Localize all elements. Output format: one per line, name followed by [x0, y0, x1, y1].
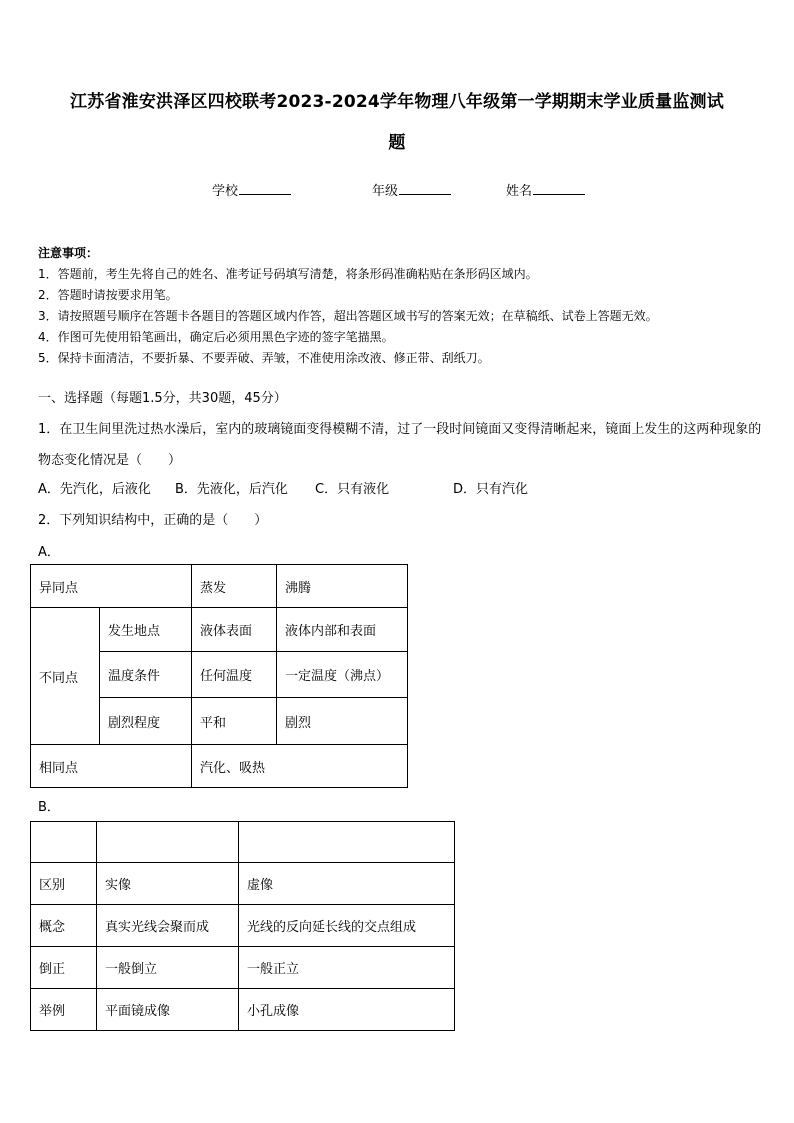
- note-item: 5．保持卡面清洁，不要折暴、不要弄破、弄皱，不准使用涂改液、修正带、刮纸刀。: [38, 351, 490, 365]
- table-cell: 汽化、吸热: [192, 745, 408, 788]
- table-cell: 光线的反向延长线的交点组成: [239, 905, 455, 947]
- option-d[interactable]: D．只有汽化: [453, 482, 529, 497]
- name-blank[interactable]: [533, 182, 585, 195]
- table-cell: 剧烈: [277, 698, 408, 745]
- note-item: 1．答题前，考生先将自己的姓名、准考证号码填写清楚，将条形码准确粘贴在条形码区域内。: [38, 267, 538, 281]
- option-a[interactable]: A．先汽化，后液化: [38, 482, 151, 497]
- table-cell: 倒正: [31, 947, 97, 989]
- table-cell: 实像: [97, 863, 239, 905]
- table-cell: 任何温度: [192, 652, 277, 698]
- table-cell: 异同点: [31, 565, 192, 608]
- table-cell: 概念: [31, 905, 97, 947]
- note-item: 2．答题时请按要求用笔。: [38, 288, 178, 302]
- grade-label: 年级: [372, 184, 399, 199]
- table-cell: [31, 822, 97, 863]
- table-cell: 一定温度（沸点）: [277, 652, 408, 698]
- note-item: 3．请按照题号顺序在答题卡各题目的答题区域内作答，超出答题区域书写的答案无效；在草稿纸、试卷上答题无效。: [38, 309, 658, 323]
- table-cell: [239, 822, 455, 863]
- school-label: 学校: [212, 184, 239, 199]
- table-cell: 虚像: [239, 863, 455, 905]
- question-2-text: 2．下列知识结构中，正确的是（ ）: [38, 513, 268, 528]
- question-1-text: 1．在卫生间里洗过热水澡后，室内的玻璃镜面变得模糊不清，过了一段时间镜面又变得清晰起来，镜面上发生的这两种现象的物态变化情况是（ ）: [38, 422, 762, 468]
- table-row: [31, 565, 408, 608]
- table-cell: 蒸发: [192, 565, 277, 608]
- table-cell: 剧烈程度: [100, 698, 192, 745]
- choice-b-label: B．: [38, 800, 60, 815]
- table-row: [31, 745, 408, 788]
- grade-blank[interactable]: [399, 182, 451, 195]
- table-row: [31, 989, 455, 1031]
- note-item: 4．作图可先使用铅笔画出，确定后必须用黑色字迹的签字笔描黑。: [38, 330, 394, 344]
- exam-title-continued: 题: [388, 133, 406, 153]
- school-blank[interactable]: [239, 182, 291, 195]
- table-row: [31, 863, 455, 905]
- table-b: [30, 821, 455, 1031]
- table-cell: 区别: [31, 863, 97, 905]
- table-cell: 温度条件: [100, 652, 192, 698]
- name-field[interactable]: [506, 180, 585, 199]
- table-cell: 真实光线会聚而成: [97, 905, 239, 947]
- table-cell: 一般倒立: [97, 947, 239, 989]
- exam-title: 江苏省淮安洪泽区四校联考2023-2024学年物理八年级第一学期期末学业质量监测试: [70, 92, 724, 112]
- school-field[interactable]: [212, 180, 291, 199]
- table-cell: 小孔成像: [239, 989, 455, 1031]
- table-cell: 沸腾: [277, 565, 408, 608]
- table-cell: 平和: [192, 698, 277, 745]
- table-cell: 液体内部和表面: [277, 608, 408, 652]
- name-label: 姓名: [506, 184, 533, 199]
- grade-field[interactable]: [372, 180, 451, 199]
- table-row: [31, 822, 455, 863]
- table-a: [30, 564, 408, 788]
- table-row: [31, 905, 455, 947]
- exam-notes: [38, 243, 768, 369]
- table-row: [31, 947, 455, 989]
- section-heading: 一、选择题（每题1.5分，共30题，45分）: [38, 391, 287, 406]
- choice-a-label: A．: [38, 545, 60, 560]
- table-row: [31, 608, 408, 652]
- table-cell: 相同点: [31, 745, 192, 788]
- table-cell: 发生地点: [100, 608, 192, 652]
- table-cell: [97, 822, 239, 863]
- option-c[interactable]: C．只有液化: [315, 482, 390, 497]
- table-cell: 平面镜成像: [97, 989, 239, 1031]
- table-cell: 液体表面: [192, 608, 277, 652]
- notes-heading: 注意事项：: [38, 246, 99, 260]
- table-cell: 一般正立: [239, 947, 455, 989]
- option-b[interactable]: B．先液化，后汽化: [175, 482, 288, 497]
- table-cell: 不同点: [31, 608, 100, 745]
- table-cell: 举例: [31, 989, 97, 1031]
